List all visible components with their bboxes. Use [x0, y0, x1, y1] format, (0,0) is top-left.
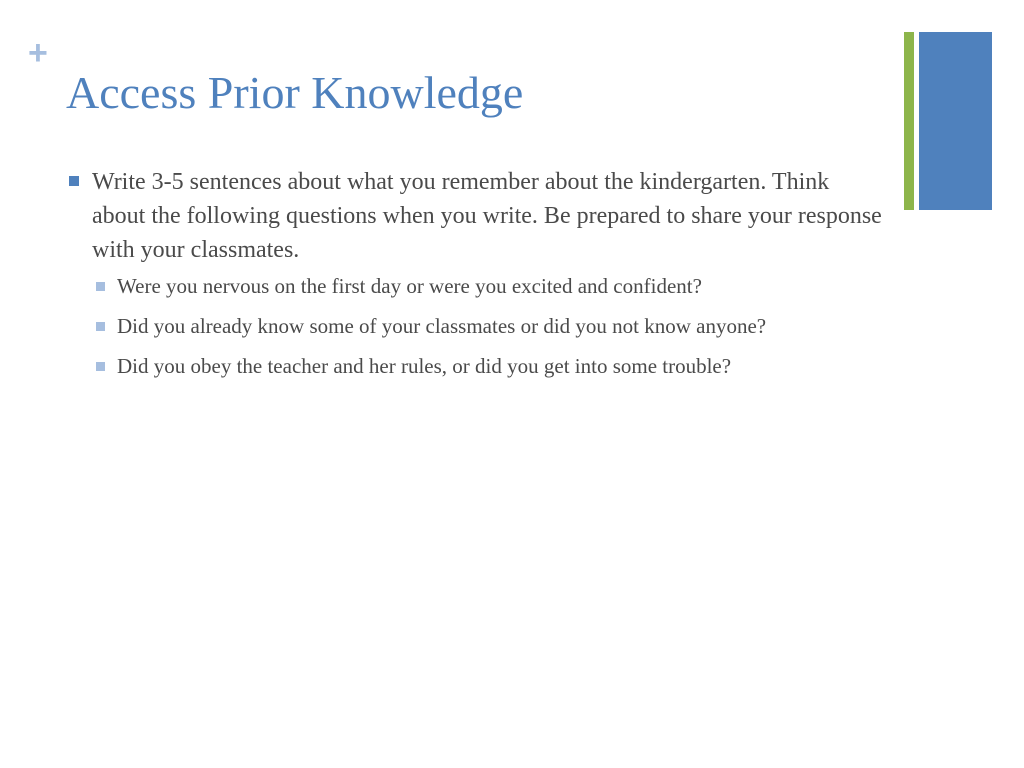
slide-title: Access Prior Knowledge — [66, 67, 524, 118]
sub-bullet-text: Did you already know some of your classmates or did you not know anyone? — [117, 314, 767, 338]
sub-bullet-text: Were you nervous on the first day or were you excited and confident? — [117, 274, 702, 298]
sub-bullet-item — [66, 351, 886, 382]
square-bullet-icon — [96, 282, 105, 291]
slide-body — [66, 165, 886, 391]
main-bullet-item — [66, 165, 886, 267]
sub-bullet-list — [66, 271, 886, 382]
plus-mark-icon: + — [28, 34, 48, 72]
square-bullet-icon — [96, 322, 105, 331]
square-bullet-icon — [96, 362, 105, 371]
sub-bullet-item — [66, 311, 886, 342]
accent-bar-blue — [919, 32, 992, 210]
main-bullet-text: Write 3-5 sentences about what you remember about the kindergarten. Think about the following questions when you write. Be prepared to share your response with your classmates. — [92, 169, 882, 263]
sub-bullet-item — [66, 271, 886, 302]
square-bullet-icon — [69, 176, 79, 186]
sub-bullet-text: Did you obey the teacher and her rules, or did you get into some trouble? — [117, 354, 732, 378]
accent-bar-green — [904, 32, 914, 210]
